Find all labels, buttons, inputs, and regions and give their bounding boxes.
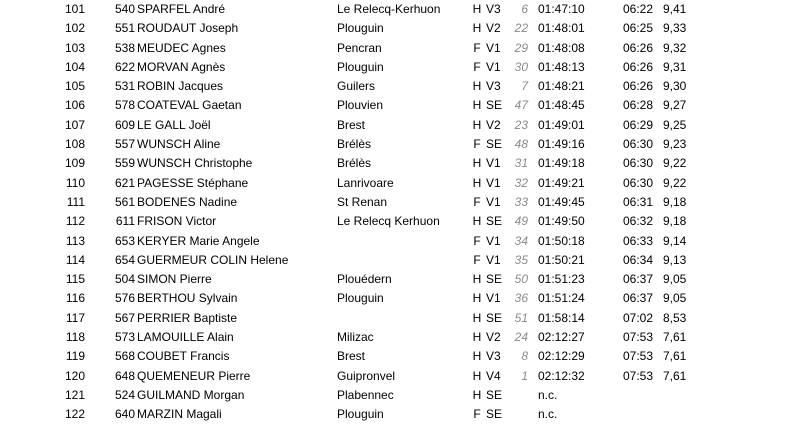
table-row: [0, 212, 800, 231]
category-rank-cell: 48: [514, 137, 528, 152]
pace-cell: 06:32: [623, 214, 654, 229]
bib-cell: 557: [114, 137, 135, 152]
city-cell: Guipronvel: [337, 368, 396, 383]
rank-cell: 115: [65, 272, 85, 287]
runner-name-cell: SPARFEL André: [137, 2, 226, 16]
runner-name-cell: COATEVAL Gaetan: [137, 98, 242, 113]
speed-cell: 8,53: [663, 310, 687, 325]
category-rank-cell: 47: [514, 98, 528, 113]
bib-cell: 578: [114, 98, 135, 113]
city-cell: Pencran: [337, 40, 382, 55]
rank-cell: 118: [65, 330, 85, 345]
bib-cell: 640: [114, 407, 135, 422]
rank-cell: 109: [64, 156, 85, 171]
category-cell: V1: [486, 194, 501, 209]
runner-name-cell: ROUDAUT Joseph: [137, 21, 239, 36]
runner-name-cell: GUERMEUR COLIN Helene: [137, 252, 289, 267]
category-cell: V3: [486, 349, 501, 364]
time-cell: 01:48:13: [538, 59, 585, 74]
sex-cell: H: [472, 330, 482, 345]
category-rank-cell: 32: [514, 175, 528, 190]
rank-cell: 121: [64, 387, 85, 402]
category-rank-cell: 51: [514, 310, 528, 325]
time-cell: 01:50:21: [538, 252, 585, 267]
runner-name-cell: MORVAN Agnès: [137, 59, 226, 74]
category-cell: V3: [486, 2, 501, 16]
runner-name-cell: COUBET Francis: [137, 349, 230, 364]
speed-cell: 9,30: [663, 79, 687, 94]
time-cell: 01:49:01: [538, 117, 585, 132]
rank-cell: 107: [64, 117, 85, 132]
category-cell: V1: [486, 175, 501, 190]
table-row: [0, 232, 800, 251]
city-cell: Milizac: [337, 330, 374, 345]
bib-cell: 504: [114, 272, 135, 287]
speed-cell: 9,18: [663, 194, 687, 209]
time-cell: 01:49:21: [538, 175, 585, 190]
speed-cell: 9,32: [663, 40, 687, 55]
sex-cell: H: [472, 98, 482, 113]
sex-cell: F: [473, 407, 481, 422]
table-row: [0, 289, 800, 308]
category-cell: V1: [486, 252, 501, 267]
time-cell: 01:48:01: [538, 21, 585, 36]
speed-cell: 9,25: [663, 117, 687, 132]
speed-cell: 9,05: [663, 291, 687, 306]
pace-cell: 06:30: [623, 175, 654, 190]
rank-cell: 103: [64, 40, 85, 55]
time-cell: 02:12:27: [538, 330, 585, 345]
rank-cell: 111: [66, 194, 85, 209]
city-cell: Le Relecq Kerhuon: [337, 214, 440, 229]
runner-name-cell: QUEMENEUR Pierre: [137, 368, 251, 383]
category-cell: SE: [486, 407, 503, 422]
runner-name-cell: KERYER Marie Angele: [137, 233, 260, 248]
table-row: [0, 77, 800, 96]
speed-cell: 9,14: [663, 233, 687, 248]
pace-cell: 06:37: [623, 291, 654, 306]
table-row: [0, 39, 800, 58]
runner-name-cell: LAMOUILLE Alain: [137, 330, 234, 345]
runner-name-cell: LE GALL Joël: [137, 117, 211, 132]
pace-cell: 06:26: [623, 79, 654, 94]
runner-name-cell: PAGESSE Stéphane: [137, 175, 249, 190]
runner-name-cell: BERTHOU Sylvain: [137, 291, 238, 306]
category-rank-cell: 29: [514, 40, 528, 55]
city-cell: Plouédern: [337, 272, 392, 287]
sex-cell: H: [472, 291, 482, 306]
bib-cell: 540: [114, 2, 135, 16]
bib-cell: 551: [114, 21, 135, 36]
sex-cell: H: [472, 214, 482, 229]
speed-cell: 9,22: [663, 156, 687, 171]
sex-cell: H: [472, 349, 482, 364]
pace-cell: 07:02: [623, 310, 654, 325]
pace-cell: 06:28: [623, 98, 654, 113]
category-rank-cell: 30: [514, 59, 528, 74]
city-cell: St Renan: [337, 194, 388, 209]
runner-name-cell: MARZIN Magali: [137, 407, 222, 422]
runner-name-cell: GUILMAND Morgan: [137, 387, 245, 402]
category-cell: SE: [486, 310, 503, 325]
bib-cell: 654: [114, 252, 135, 267]
time-cell: 01:49:45: [538, 194, 585, 209]
table-row: [0, 347, 800, 366]
time-cell: 01:47:10: [538, 2, 585, 16]
table-row: [0, 58, 800, 77]
sex-cell: H: [472, 310, 482, 325]
category-rank-cell: 31: [514, 156, 528, 171]
category-rank-cell: 24: [514, 330, 528, 345]
city-cell: Brélès: [337, 137, 372, 152]
table-row: [0, 309, 800, 328]
category-cell: V3: [486, 79, 501, 94]
category-rank-cell: 8: [521, 349, 528, 364]
sex-cell: F: [473, 40, 481, 55]
speed-cell: 9,27: [663, 98, 687, 113]
rank-cell: 119: [65, 349, 85, 364]
sex-cell: H: [472, 2, 482, 16]
pace-cell: 06:26: [623, 40, 654, 55]
city-cell: Plabennec: [337, 387, 394, 402]
bib-cell: 622: [114, 59, 135, 74]
category-cell: V1: [486, 233, 501, 248]
table-row: [0, 270, 800, 289]
time-cell: 01:49:18: [538, 156, 585, 171]
rank-cell: 117: [65, 310, 85, 325]
bib-cell: 524: [114, 387, 135, 402]
runner-name-cell: SIMON Pierre: [137, 272, 212, 287]
time-cell: n.c.: [538, 387, 558, 402]
runner-name-cell: MEUDEC Agnes: [137, 40, 226, 55]
category-rank-cell: 1: [521, 368, 528, 383]
runner-name-cell: WUNSCH Christophe: [137, 156, 253, 171]
pace-cell: 06:31: [623, 194, 654, 209]
pace-cell: 07:53: [623, 368, 654, 383]
table-row: [0, 174, 800, 193]
bib-cell: 531: [114, 79, 135, 94]
category-cell: V2: [486, 21, 501, 36]
bib-cell: 559: [114, 156, 135, 171]
category-rank-cell: 23: [514, 117, 528, 132]
pace-cell: 06:29: [623, 117, 654, 132]
rank-cell: 102: [64, 21, 85, 36]
pace-cell: 06:33: [623, 233, 654, 248]
category-rank-cell: 6: [521, 2, 528, 16]
bib-cell: 538: [114, 40, 135, 55]
city-cell: Plouguin: [337, 291, 384, 306]
speed-cell: 9,05: [663, 272, 687, 287]
time-cell: 01:48:21: [538, 79, 585, 94]
rank-cell: 108: [64, 137, 85, 152]
city-cell: Plouguin: [337, 59, 384, 74]
speed-cell: 9,41: [663, 2, 687, 16]
sex-cell: H: [472, 272, 482, 287]
speed-cell: 9,33: [663, 21, 687, 36]
sex-cell: H: [472, 79, 482, 94]
category-cell: SE: [486, 214, 503, 229]
sex-cell: F: [473, 137, 481, 152]
city-cell: Lanrivoare: [337, 175, 394, 190]
speed-cell: 9,22: [663, 175, 687, 190]
table-row: [0, 405, 800, 424]
table-row: [0, 19, 800, 38]
time-cell: 01:51:24: [538, 291, 585, 306]
rank-cell: 114: [65, 252, 85, 267]
time-cell: 01:49:50: [538, 214, 585, 229]
category-cell: V1: [486, 156, 501, 171]
speed-cell: 9,31: [663, 59, 687, 74]
category-cell: SE: [486, 98, 503, 113]
table-row: [0, 135, 800, 154]
category-cell: V2: [486, 330, 501, 345]
city-cell: Plouvien: [337, 98, 384, 113]
runner-name-cell: ROBIN Jacques: [137, 79, 224, 94]
time-cell: 02:12:29: [538, 349, 585, 364]
bib-cell: 573: [114, 330, 135, 345]
pace-cell: 06:37: [623, 272, 654, 287]
pace-cell: 06:34: [623, 252, 654, 267]
pace-cell: 06:30: [623, 156, 654, 171]
category-rank-cell: 22: [514, 21, 528, 36]
category-rank-cell: 50: [514, 272, 528, 287]
runner-name-cell: FRISON Victor: [137, 214, 217, 229]
city-cell: Le Relecq-Kerhuon: [337, 2, 441, 16]
sex-cell: F: [473, 59, 481, 74]
time-cell: 01:49:16: [538, 137, 585, 152]
runner-name-cell: WUNSCH Aline: [137, 137, 221, 152]
time-cell: 02:12:32: [538, 368, 585, 383]
time-cell: 01:51:23: [538, 272, 585, 287]
category-cell: SE: [486, 272, 503, 287]
bib-cell: 568: [114, 349, 135, 364]
rank-cell: 120: [64, 368, 85, 383]
pace-cell: 06:30: [623, 137, 654, 152]
rank-cell: 116: [65, 291, 85, 306]
category-rank-cell: 33: [514, 194, 528, 209]
bib-cell: 567: [114, 310, 135, 325]
category-cell: SE: [486, 137, 503, 152]
rank-cell: 101: [64, 2, 85, 16]
sex-cell: H: [472, 117, 482, 132]
pace-cell: 06:22: [623, 2, 654, 16]
speed-cell: 7,61: [663, 368, 687, 383]
table-row: [0, 154, 800, 173]
time-cell: 01:50:18: [538, 233, 585, 248]
category-cell: V4: [486, 368, 501, 383]
speed-cell: 7,61: [663, 349, 687, 364]
sex-cell: H: [472, 387, 482, 402]
table-row: [0, 193, 800, 212]
city-cell: Plouguin: [337, 407, 384, 422]
speed-cell: 9,13: [663, 252, 687, 267]
category-rank-cell: 36: [514, 291, 528, 306]
table-row: [0, 251, 800, 270]
bib-cell: 611: [115, 214, 135, 229]
category-cell: V1: [486, 59, 501, 74]
bib-cell: 653: [114, 233, 135, 248]
bib-cell: 609: [114, 117, 135, 132]
category-rank-cell: 35: [514, 252, 528, 267]
city-cell: Brest: [337, 117, 366, 132]
rank-cell: 122: [64, 407, 85, 422]
table-row: [0, 328, 800, 347]
sex-cell: H: [472, 156, 482, 171]
rank-cell: 112: [65, 214, 85, 229]
table-row: [0, 116, 800, 135]
bib-cell: 576: [114, 291, 135, 306]
category-rank-cell: 7: [521, 79, 528, 94]
rank-cell: 110: [65, 175, 85, 190]
time-cell: 01:48:08: [538, 40, 585, 55]
time-cell: n.c.: [538, 407, 558, 422]
sex-cell: H: [472, 175, 482, 190]
speed-cell: 7,61: [663, 330, 687, 345]
table-row: [0, 96, 800, 115]
table-row: [0, 0, 800, 19]
bib-cell: 621: [114, 175, 135, 190]
table-row: [0, 367, 800, 386]
category-cell: V1: [486, 40, 501, 55]
city-cell: Plouguin: [337, 21, 384, 36]
category-rank-cell: 34: [514, 233, 528, 248]
pace-cell: 07:53: [623, 330, 654, 345]
rank-cell: 105: [64, 79, 85, 94]
sex-cell: F: [473, 194, 481, 209]
sex-cell: F: [473, 233, 481, 248]
pace-cell: 06:26: [623, 59, 654, 74]
sex-cell: H: [472, 368, 482, 383]
bib-cell: 561: [114, 194, 135, 209]
speed-cell: 9,18: [663, 214, 687, 229]
rank-cell: 106: [64, 98, 85, 113]
pace-cell: 07:53: [623, 349, 654, 364]
sex-cell: H: [472, 21, 482, 36]
category-rank-cell: 49: [514, 214, 528, 229]
table-row: [0, 386, 800, 405]
runner-name-cell: BODENES Nadine: [137, 194, 238, 209]
rank-cell: 104: [64, 59, 85, 74]
rank-cell: 113: [65, 233, 85, 248]
speed-cell: 9,23: [663, 137, 687, 152]
city-cell: Brest: [337, 349, 366, 364]
category-cell: V2: [486, 117, 501, 132]
runner-name-cell: PERRIER Baptiste: [137, 310, 238, 325]
pace-cell: 06:25: [623, 21, 654, 36]
city-cell: Guilers: [337, 79, 376, 94]
category-cell: SE: [486, 387, 503, 402]
bib-cell: 648: [114, 368, 135, 383]
time-cell: 01:48:45: [538, 98, 585, 113]
category-cell: V1: [486, 291, 501, 306]
sex-cell: F: [473, 252, 481, 267]
city-cell: Brélès: [337, 156, 372, 171]
time-cell: 01:58:14: [538, 310, 585, 325]
